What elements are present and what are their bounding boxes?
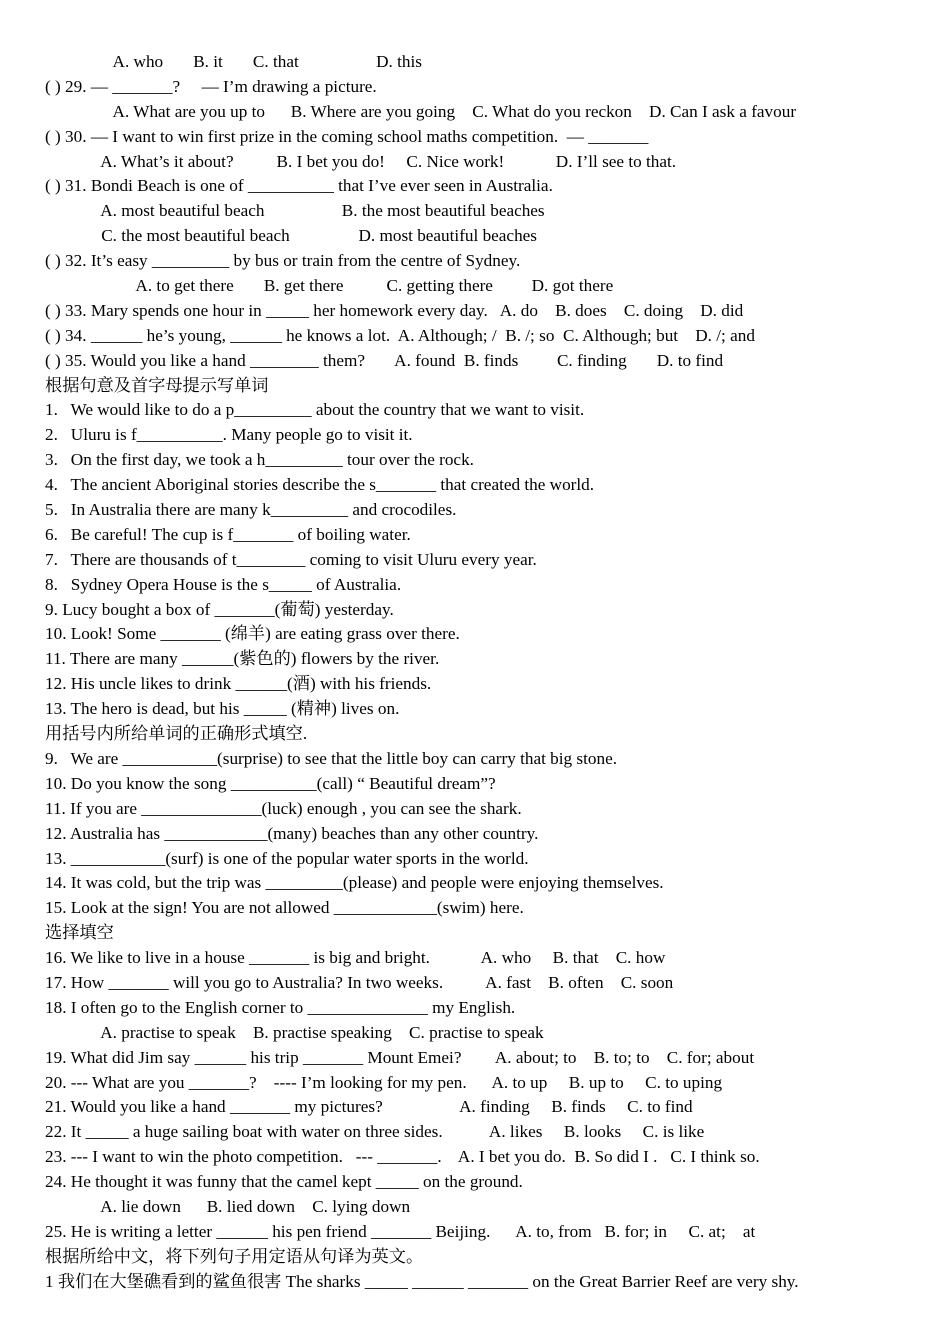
text-run: 3. On the first day, we took a h_________ tour over the rock. bbox=[45, 450, 474, 470]
line-7 bbox=[0, 199, 950, 224]
text-run: 4. The ancient Aboriginal stories describe the s_______ that created the world. bbox=[45, 475, 595, 495]
text-run: ( ) 29. — _______? — I’m drawing a picture. bbox=[45, 76, 377, 96]
text-run: 23. --- I want to win the photo competition. --- _______. A. I bet you do. B. So did I . C. I think so. bbox=[45, 1147, 760, 1167]
document-page bbox=[0, 50, 950, 1295]
line-31 bbox=[0, 797, 950, 822]
line-22 bbox=[0, 573, 950, 598]
text-run: 10. Do you know the song __________(call) “ Beautiful dream”? bbox=[45, 773, 496, 793]
line-23 bbox=[0, 598, 950, 623]
line-12 bbox=[0, 324, 950, 349]
text-run: 16. We like to live in a house _______ is big and bright. A. who B. that C. how bbox=[45, 948, 666, 968]
text-run: A. who B. it C. that D. this bbox=[92, 52, 422, 71]
text-run: 17. How _______ will you go to Australia? In two weeks. A. fast B. often C. soon bbox=[45, 972, 674, 992]
text-run: A. lie down B. lied down C. lying down bbox=[84, 1196, 411, 1216]
text-run: 1. We would like to do a p_________ about the country that we want to visit. bbox=[45, 400, 585, 420]
line-40 bbox=[0, 1021, 950, 1046]
line-19 bbox=[0, 498, 950, 523]
line-34 bbox=[0, 871, 950, 896]
text-run: 7. There are thousands of t________ coming to visit Uluru every year. bbox=[45, 549, 537, 569]
text-run: ( ) 33. Mary spends one hour in _____ her homework every day. A. do B. does C. doing D. did bbox=[45, 300, 744, 320]
line-11 bbox=[0, 299, 950, 324]
line-41 bbox=[0, 1046, 950, 1071]
line-33 bbox=[0, 847, 950, 872]
section-heading bbox=[0, 921, 950, 946]
line-13 bbox=[0, 349, 950, 374]
line-45 bbox=[0, 1145, 950, 1170]
text-run: 11. If you are ______________(luck) enough , you can see the shark. bbox=[45, 798, 522, 818]
line-17 bbox=[0, 448, 950, 473]
line-18 bbox=[0, 473, 950, 498]
text-run: 13. The hero is dead, but his _____ (精神) lives on. bbox=[45, 699, 400, 719]
line-39 bbox=[0, 996, 950, 1021]
text-run: 8. Sydney Opera House is the s_____ of Australia. bbox=[45, 574, 402, 594]
line-21 bbox=[0, 548, 950, 573]
line-27 bbox=[0, 697, 950, 722]
text-run: 13. ___________(surf) is one of the popular water sports in the world. bbox=[45, 848, 529, 868]
text-run: 12. Australia has ____________(many) beaches than any other country. bbox=[45, 823, 539, 843]
text-run: 22. It _____ a huge sailing boat with water on three sides. A. likes B. looks C. is like bbox=[45, 1122, 705, 1142]
line-9 bbox=[0, 249, 950, 274]
line-16 bbox=[0, 423, 950, 448]
text-run: 选择填空 bbox=[45, 923, 114, 943]
line-30 bbox=[0, 772, 950, 797]
text-run: 15. Look at the sign! You are not allowed ____________(swim) here. bbox=[45, 898, 524, 918]
text-run: ( ) 32. It’s easy _________ by bus or train from the centre of Sydney. bbox=[45, 251, 521, 271]
text-run: A. most beautiful beach B. the most beautiful beaches bbox=[84, 201, 545, 221]
text-run: 12. His uncle likes to drink ______(酒) with his friends. bbox=[45, 674, 432, 694]
section-heading bbox=[0, 1245, 950, 1270]
line-35 bbox=[0, 896, 950, 921]
line-47 bbox=[0, 1195, 950, 1220]
line-1 bbox=[0, 50, 950, 75]
line-6 bbox=[0, 174, 950, 199]
line-24 bbox=[0, 622, 950, 647]
line-44 bbox=[0, 1120, 950, 1145]
line-48 bbox=[0, 1220, 950, 1245]
line-37 bbox=[0, 946, 950, 971]
line-3 bbox=[0, 100, 950, 125]
text-run: A. What are you up to B. Where are you going C. What do you reckon D. Can I ask a favour bbox=[92, 101, 797, 121]
section-heading bbox=[0, 722, 950, 747]
text-run: 6. Be careful! The cup is f_______ of boiling water. bbox=[45, 524, 411, 544]
text-run: A. practise to speak B. practise speaking C. practise to speak bbox=[84, 1022, 544, 1042]
text-run: A. to get there B. get there C. getting there D. got there bbox=[102, 276, 614, 296]
text-run: 25. He is writing a letter ______ his pen friend _______ Beijing. A. to, from B. for; in C. at; at bbox=[45, 1221, 756, 1241]
text-run: 11. There are many ______(紫色的) flowers by the river. bbox=[45, 649, 440, 669]
text-run: 14. It was cold, but the trip was _________(please) and people were enjoying themselves. bbox=[45, 873, 664, 893]
line-2 bbox=[0, 75, 950, 100]
text-run: 19. What did Jim say ______ his trip _______ Mount Emei? A. about; to B. to; to C. for; about bbox=[45, 1047, 755, 1067]
line-15 bbox=[0, 398, 950, 423]
text-run: ( ) 30. — I want to win first prize in the coming school maths competition. — _______ bbox=[45, 126, 649, 146]
text-run: 根据所给中文，将下列句子用定语从句译为英文。 bbox=[45, 1246, 424, 1266]
text-run: 1 我们在大堡礁看到的鲨鱼很害 The sharks _____ ______ _______ on the Great Barrier Reef are very shy. bbox=[45, 1271, 799, 1291]
text-run: 根据句意及首字母提示写单词 bbox=[45, 375, 269, 395]
line-10 bbox=[0, 274, 950, 299]
text-run: 24. He thought it was funny that the camel kept _____ on the ground. bbox=[45, 1172, 523, 1192]
line-43 bbox=[0, 1095, 950, 1120]
text-run: A. What’s it about? B. I bet you do! C. Nice work! D. I’ll see to that. bbox=[84, 151, 677, 171]
line-38 bbox=[0, 971, 950, 996]
text-run: C. the most beautiful beach D. most beautiful beaches bbox=[84, 226, 537, 246]
text-run: ( ) 34. ______ he’s young, ______ he knows a lot. A. Although; / B. /; so C. Although; but D. /; and bbox=[45, 325, 755, 345]
text-run: 20. --- What are you _______? ---- I’m looking for my pen. A. to up B. up to C. to uping bbox=[45, 1072, 723, 1092]
text-run: 9. Lucy bought a box of _______(葡萄) yesterday. bbox=[45, 599, 394, 619]
line-20 bbox=[0, 523, 950, 548]
line-26 bbox=[0, 672, 950, 697]
section-heading bbox=[0, 374, 950, 399]
line-50 bbox=[0, 1270, 950, 1295]
line-25 bbox=[0, 647, 950, 672]
text-run: 5. In Australia there are many k_________ and crocodiles. bbox=[45, 500, 457, 520]
line-46 bbox=[0, 1170, 950, 1195]
line-8 bbox=[0, 224, 950, 249]
text-run: 用括号内所给单词的正确形式填空. bbox=[45, 724, 308, 744]
line-32 bbox=[0, 822, 950, 847]
text-run: 10. Look! Some _______ (绵羊) are eating grass over there. bbox=[45, 624, 460, 644]
text-run: 2. Uluru is f__________. Many people go to visit it. bbox=[45, 425, 413, 445]
line-42 bbox=[0, 1071, 950, 1096]
text-run: 9. We are ___________(surprise) to see that the little boy can carry that big stone. bbox=[45, 748, 618, 768]
line-4 bbox=[0, 125, 950, 150]
text-run: 21. Would you like a hand _______ my pictures? A. finding B. finds C. to find bbox=[45, 1097, 693, 1117]
text-run: ( ) 31. Bondi Beach is one of __________ that I’ve ever seen in Australia. bbox=[45, 176, 553, 196]
line-5 bbox=[0, 150, 950, 175]
line-29 bbox=[0, 747, 950, 772]
text-run: ( ) 35. Would you like a hand ________ them? A. found B. finds C. finding D. to find bbox=[45, 350, 724, 370]
text-run: 18. I often go to the English corner to ______________ my English. bbox=[45, 997, 516, 1017]
